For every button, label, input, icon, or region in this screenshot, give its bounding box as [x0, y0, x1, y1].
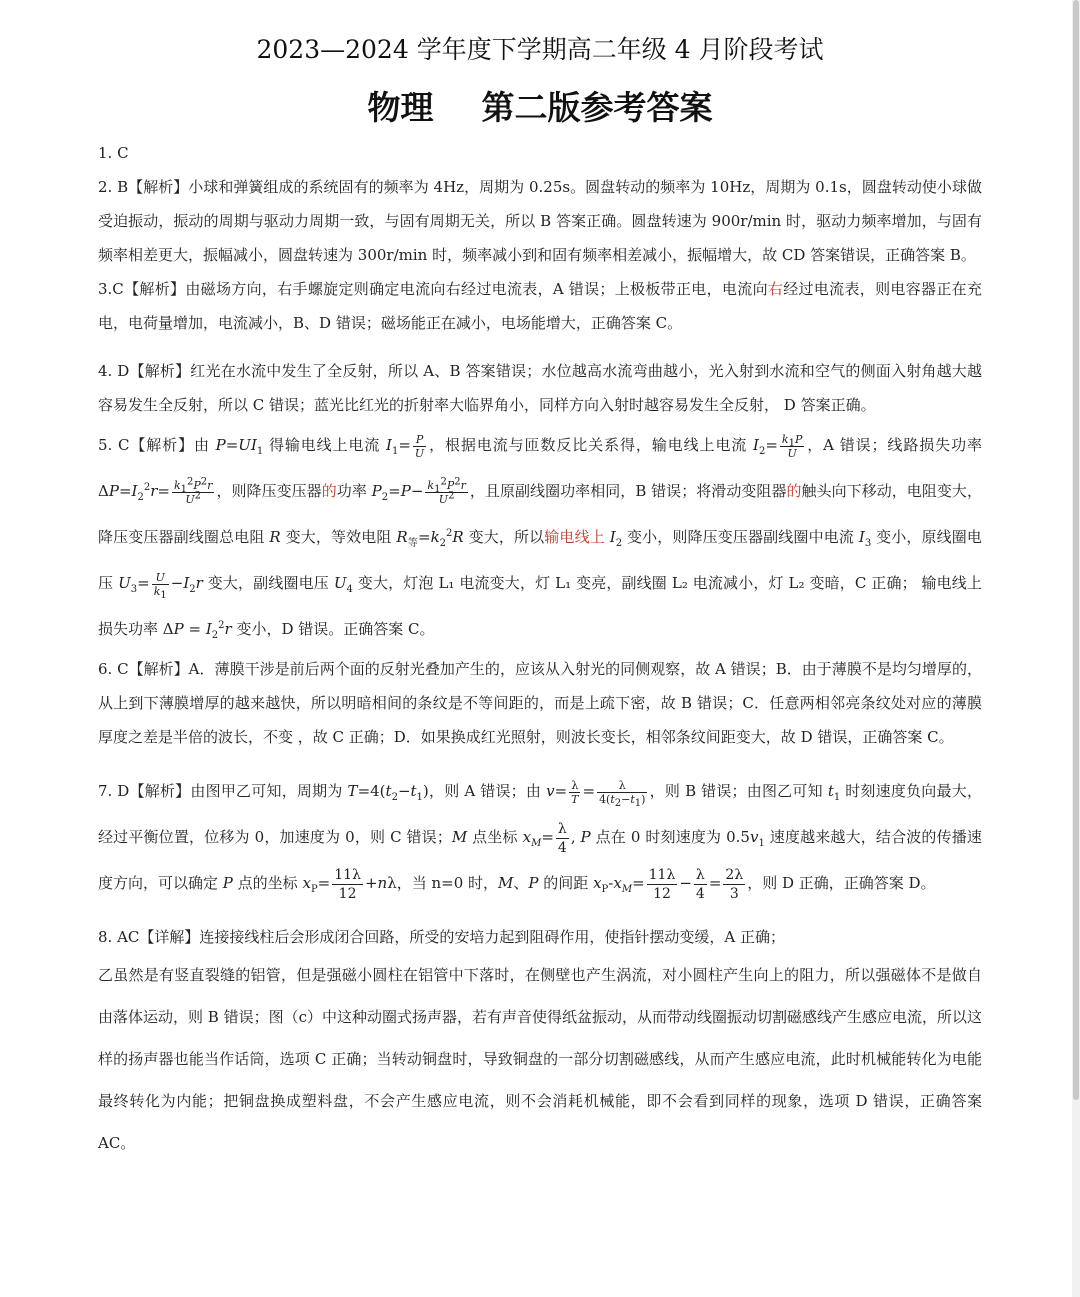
answer-content	[98, 136, 982, 1164]
scrollbar[interactable]	[1072, 0, 1080, 1297]
answer-7: 7. D【解析】由图甲乙可知，周期为 $T=4(t_2-t_1)$，则 A 错误；由 v= $\frac{\lambda}{T}$ = $\frac{\lambda}{4(t_2-t_1)}$ ，则 B 错误；由图乙可知 $t_1$ 时刻速度负向最大，经过平衡位置，位移为 0，加速度为 0，则 C 错误；M 点坐标 $x_M=$ $\frac{\lambda}{4}$ , P 点在 0 时刻速度为 $0.5v_1$ 速度越来越大，结合波的传播速度方向，可以确定 P 点的坐标 $x_P=$ $\frac{11\lambda}{12}$ +nλ，当 n=0 时，M、P 的间距 $x_P-x_M=$ $\frac{11\lambda}{12}$ − $\frac{\lambda}{4}$ = $\frac{2\lambda}{3}$ ，则 D 正确，正确答案 D。	[98, 778, 982, 902]
answer-3: 3.C【解析】由磁场方向，右手螺旋定则确定电流向右经过电流表，A 错误；上极板带正电，电流向右经过电流表，则电容器正在充电，电荷量增加，电流减小，B、D 错误；磁场能正在减小，电场能增大，正确答案 C。	[98, 280, 982, 332]
answer-8-head: 8. AC【详解】连接接线柱后会形成闭合回路，所受的安培力起到阻碍作用，使指针摆动变缓，A 正确；	[98, 928, 785, 946]
subject-label: 物理	[367, 88, 434, 127]
answer-4: 4. D【解析】红光在水流中发生了全反射，所以 A、B 答案错误；水位越高水流弯曲越小，光入射到水流和空气的侧面入射角越大越容易发生全反射，所以 C 错误；蓝光比红光的折射率大临界角小，同样方向入射时越容易发生全反射， D 答案正确。	[98, 362, 982, 414]
answer-1: 1. C	[98, 144, 129, 162]
answer-6: 6. C【解析】A．薄膜干涉是前后两个面的反射光叠加产生的，应该从入射光的同侧观察，故 A 错误；B．由于薄膜不是均匀增厚的，从上到下薄膜增厚的越来越快，所以明暗相间的条纹是不等间距的，而是上疏下密，故 B 错误；C．任意两相邻亮条纹处对应的薄膜厚度之差是半倍的波长，不变 ，故 C 正确；D．如果换成红光照射，则波长变长，相邻条纹间距变大，故 D 错误，正确答案 C。	[98, 660, 982, 746]
answer-2: 2. B【解析】小球和弹簧组成的系统固有的频率为 4Hz，周期为 0.25s。圆盘转动的频率为 10Hz，周期为 0.1s，圆盘转动使小球做受迫振动，振动的周期与驱动力周期一致，与固有周期无关，所以 B 答案正确。圆盘转速为 900r/min 时，驱动力频率增加，与固有频率相差更大，振幅减小，圆盘转速为 300r/min 时，频率减小到和固有频率相差减小，振幅增大，故 CD 答案错误，正确答案 B。	[98, 178, 982, 264]
scrollbar-thumb[interactable]	[1073, 0, 1079, 1100]
answer-5: 5. C【解析】由 $P=UI_1$ 得输电线上电流 $I_1=$ $\frac{P}{U}$ ，根据电流与匝数反比关系得，输电线上电流 $I_2=$ $\frac{k_1P}{U}$ ，A 错误；线路损失功率 $\Delta P=I_2^2r=$ $\frac{k_1^2P^2r}{U^2}$ ，则降压变压器的功率 $P_2=P-$ $\frac{k_1^2P^2r}{U^2}$ ，且原副线圈功率相同，B 错误；将滑动变阻器的触头向下移动，电阻变大，降压变压器副线圈总电阻 R 变大，等效电阻 $R_等=k_2^2R$ 变大，所以输电线上 $I_2$ 变小，则降压变压器副线圈中电流 $I_3$ 变小，原线圈电压 $U_3=$ $\frac{U}{k_1}$ $-I_2r$ 变大，副线圈电压 $U_4$ 变大，灯泡 L₁ 电流变大，灯 L₁ 变亮，副线圈 L₂ 电流减小，灯 L₂ 变暗，C 正确； 输电线上损失功率 $\Delta P = I_2^2r$ 变小，D 错误。正确答案 C。	[98, 432, 982, 641]
answer-8-body: 乙虽然是有竖直裂缝的铝管，但是强磁小圆柱在铝管中下落时，在侧壁也产生涡流，对小圆柱产生向上的阻力，所以强磁体不是做自由落体运动，则 B 错误；图（c）中这种动圈式扬声器，若有声音使得纸盆振动，从而带动线圈振动切割磁感线产生感应电流，所以这样的扬声器也能当作话筒，选项 C 正确；当转动铜盘时，导致铜盘的一部分切割磁感线，从而产生感应电流，此时机械能转化为电能最终转化为内能；把铜盘换成塑料盘，不会产生感应电流，则不会消耗机械能，即不会看到同样的现象，选项 D 错误，正确答案 AC。	[98, 966, 982, 1152]
version-label: 第二版参考答案	[481, 88, 713, 127]
page-subtitle	[0, 82, 1080, 129]
page-title: 2023—2024 学年度下学期高二年级 4 月阶段考试	[256, 35, 824, 64]
